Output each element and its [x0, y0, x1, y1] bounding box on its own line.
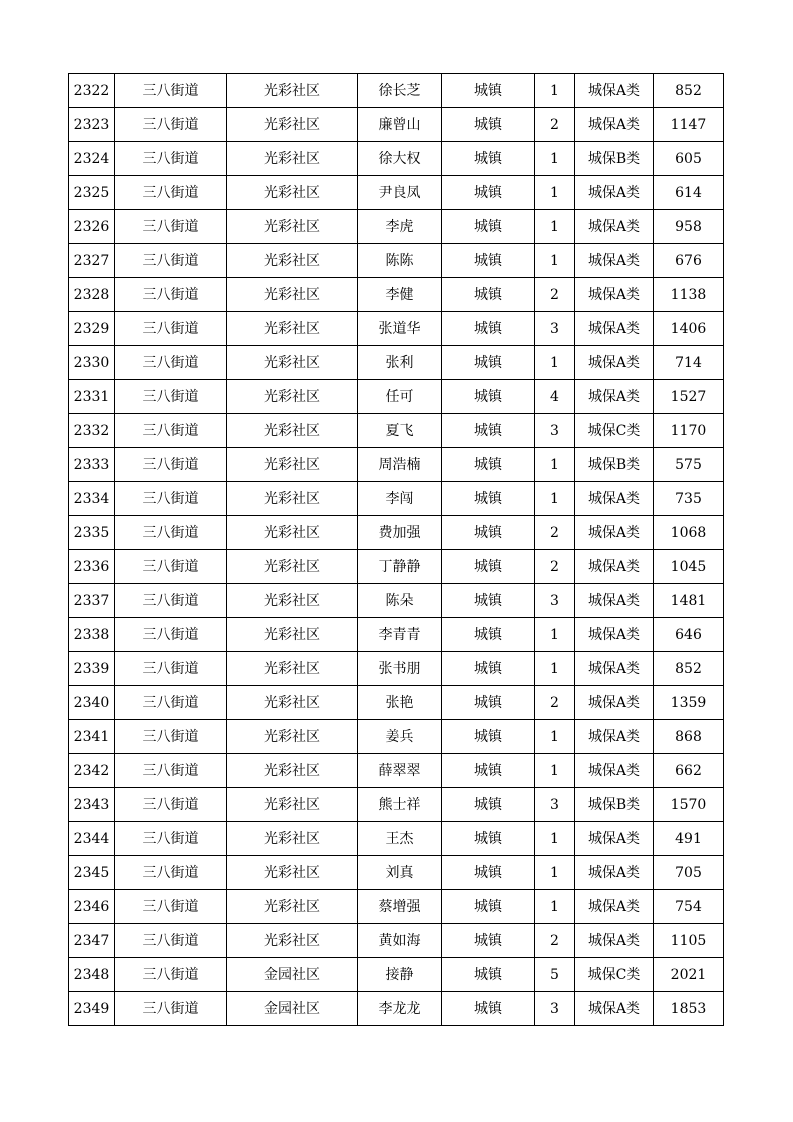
- row-number-cell: 2343: [69, 788, 115, 822]
- name-cell: 刘真: [358, 856, 442, 890]
- row-number-cell: 2349: [69, 992, 115, 1026]
- category-cell: 城保A类: [575, 992, 654, 1026]
- street-cell: 三八街道: [115, 278, 227, 312]
- street-cell: 三八街道: [115, 788, 227, 822]
- community-cell: 光彩社区: [227, 210, 358, 244]
- street-cell: 三八街道: [115, 244, 227, 278]
- community-cell: 光彩社区: [227, 754, 358, 788]
- row-number-cell: 2331: [69, 380, 115, 414]
- row-number-cell: 2322: [69, 74, 115, 108]
- category-cell: 城保A类: [575, 754, 654, 788]
- area-type-cell: 城镇: [442, 754, 535, 788]
- table-row: [69, 958, 724, 992]
- community-cell: 光彩社区: [227, 74, 358, 108]
- category-cell: 城保A类: [575, 482, 654, 516]
- area-type-cell: 城镇: [442, 108, 535, 142]
- row-number-cell: 2329: [69, 312, 115, 346]
- name-cell: 廉曾山: [358, 108, 442, 142]
- category-cell: 城保A类: [575, 890, 654, 924]
- household-size-cell: 3: [535, 312, 575, 346]
- amount-cell: 705: [654, 856, 724, 890]
- area-type-cell: 城镇: [442, 890, 535, 924]
- category-cell: 城保A类: [575, 720, 654, 754]
- community-cell: 光彩社区: [227, 380, 358, 414]
- table-row: [69, 210, 724, 244]
- table-row: [69, 924, 724, 958]
- name-cell: 薛翠翠: [358, 754, 442, 788]
- household-size-cell: 1: [535, 754, 575, 788]
- name-cell: 丁静静: [358, 550, 442, 584]
- amount-cell: 1481: [654, 584, 724, 618]
- table-row: [69, 890, 724, 924]
- table-row: [69, 244, 724, 278]
- row-number-cell: 2337: [69, 584, 115, 618]
- amount-cell: 754: [654, 890, 724, 924]
- table-row: [69, 142, 724, 176]
- table-row: [69, 686, 724, 720]
- area-type-cell: 城镇: [442, 584, 535, 618]
- name-cell: 李龙龙: [358, 992, 442, 1026]
- area-type-cell: 城镇: [442, 482, 535, 516]
- row-number-cell: 2348: [69, 958, 115, 992]
- row-number-cell: 2344: [69, 822, 115, 856]
- name-cell: 陈陈: [358, 244, 442, 278]
- community-cell: 光彩社区: [227, 618, 358, 652]
- amount-cell: 662: [654, 754, 724, 788]
- category-cell: 城保A类: [575, 380, 654, 414]
- category-cell: 城保A类: [575, 346, 654, 380]
- household-size-cell: 1: [535, 176, 575, 210]
- name-cell: 李闯: [358, 482, 442, 516]
- amount-cell: 1527: [654, 380, 724, 414]
- street-cell: 三八街道: [115, 380, 227, 414]
- row-number-cell: 2332: [69, 414, 115, 448]
- area-type-cell: 城镇: [442, 244, 535, 278]
- community-cell: 光彩社区: [227, 142, 358, 176]
- household-size-cell: 1: [535, 652, 575, 686]
- table-row: [69, 720, 724, 754]
- community-cell: 光彩社区: [227, 414, 358, 448]
- category-cell: 城保A类: [575, 74, 654, 108]
- row-number-cell: 2327: [69, 244, 115, 278]
- name-cell: 王杰: [358, 822, 442, 856]
- category-cell: 城保A类: [575, 618, 654, 652]
- name-cell: 李青青: [358, 618, 442, 652]
- household-size-cell: 1: [535, 856, 575, 890]
- area-type-cell: 城镇: [442, 618, 535, 652]
- name-cell: 张利: [358, 346, 442, 380]
- amount-cell: 1853: [654, 992, 724, 1026]
- table-row: [69, 278, 724, 312]
- category-cell: 城保B类: [575, 142, 654, 176]
- row-number-cell: 2328: [69, 278, 115, 312]
- category-cell: 城保A类: [575, 278, 654, 312]
- street-cell: 三八街道: [115, 550, 227, 584]
- name-cell: 张道华: [358, 312, 442, 346]
- street-cell: 三八街道: [115, 176, 227, 210]
- household-size-cell: 2: [535, 516, 575, 550]
- street-cell: 三八街道: [115, 890, 227, 924]
- area-type-cell: 城镇: [442, 686, 535, 720]
- household-size-cell: 5: [535, 958, 575, 992]
- area-type-cell: 城镇: [442, 278, 535, 312]
- table-row: [69, 482, 724, 516]
- household-size-cell: 1: [535, 890, 575, 924]
- name-cell: 李虎: [358, 210, 442, 244]
- category-cell: 城保A类: [575, 210, 654, 244]
- amount-cell: 852: [654, 652, 724, 686]
- row-number-cell: 2347: [69, 924, 115, 958]
- area-type-cell: 城镇: [442, 312, 535, 346]
- household-size-cell: 1: [535, 244, 575, 278]
- name-cell: 周浩楠: [358, 448, 442, 482]
- street-cell: 三八街道: [115, 142, 227, 176]
- table-row: [69, 856, 724, 890]
- category-cell: 城保A类: [575, 550, 654, 584]
- household-size-cell: 3: [535, 788, 575, 822]
- household-size-cell: 1: [535, 142, 575, 176]
- amount-cell: 852: [654, 74, 724, 108]
- community-cell: 光彩社区: [227, 890, 358, 924]
- category-cell: 城保A类: [575, 652, 654, 686]
- amount-cell: 1359: [654, 686, 724, 720]
- name-cell: 蔡增强: [358, 890, 442, 924]
- household-size-cell: 1: [535, 720, 575, 754]
- table-row: [69, 992, 724, 1026]
- category-cell: 城保B类: [575, 448, 654, 482]
- area-type-cell: 城镇: [442, 380, 535, 414]
- amount-cell: 735: [654, 482, 724, 516]
- table-row: [69, 788, 724, 822]
- row-number-cell: 2345: [69, 856, 115, 890]
- name-cell: 徐长芝: [358, 74, 442, 108]
- area-type-cell: 城镇: [442, 414, 535, 448]
- name-cell: 张书朋: [358, 652, 442, 686]
- category-cell: 城保A类: [575, 924, 654, 958]
- community-cell: 光彩社区: [227, 856, 358, 890]
- table-row: [69, 380, 724, 414]
- street-cell: 三八街道: [115, 108, 227, 142]
- row-number-cell: 2341: [69, 720, 115, 754]
- table-row: [69, 312, 724, 346]
- household-size-cell: 3: [535, 992, 575, 1026]
- table-row: [69, 176, 724, 210]
- community-cell: 光彩社区: [227, 822, 358, 856]
- household-size-cell: 2: [535, 108, 575, 142]
- amount-cell: 1570: [654, 788, 724, 822]
- community-cell: 光彩社区: [227, 346, 358, 380]
- household-size-cell: 1: [535, 210, 575, 244]
- category-cell: 城保A类: [575, 108, 654, 142]
- household-size-cell: 2: [535, 924, 575, 958]
- name-cell: 尹良凤: [358, 176, 442, 210]
- area-type-cell: 城镇: [442, 210, 535, 244]
- name-cell: 陈朵: [358, 584, 442, 618]
- amount-cell: 646: [654, 618, 724, 652]
- area-type-cell: 城镇: [442, 448, 535, 482]
- row-number-cell: 2334: [69, 482, 115, 516]
- street-cell: 三八街道: [115, 856, 227, 890]
- category-cell: 城保C类: [575, 958, 654, 992]
- category-cell: 城保B类: [575, 788, 654, 822]
- name-cell: 张艳: [358, 686, 442, 720]
- name-cell: 李健: [358, 278, 442, 312]
- community-cell: 光彩社区: [227, 550, 358, 584]
- amount-cell: 1147: [654, 108, 724, 142]
- name-cell: 接静: [358, 958, 442, 992]
- amount-cell: 605: [654, 142, 724, 176]
- amount-cell: 676: [654, 244, 724, 278]
- area-type-cell: 城镇: [442, 720, 535, 754]
- household-size-cell: 1: [535, 74, 575, 108]
- household-size-cell: 3: [535, 414, 575, 448]
- amount-cell: 1045: [654, 550, 724, 584]
- table-row: [69, 516, 724, 550]
- community-cell: 金园社区: [227, 958, 358, 992]
- street-cell: 三八街道: [115, 312, 227, 346]
- name-cell: 熊士祥: [358, 788, 442, 822]
- row-number-cell: 2333: [69, 448, 115, 482]
- row-number-cell: 2346: [69, 890, 115, 924]
- area-type-cell: 城镇: [442, 992, 535, 1026]
- name-cell: 姜兵: [358, 720, 442, 754]
- amount-cell: 958: [654, 210, 724, 244]
- row-number-cell: 2326: [69, 210, 115, 244]
- community-cell: 光彩社区: [227, 176, 358, 210]
- category-cell: 城保A类: [575, 686, 654, 720]
- household-size-cell: 1: [535, 346, 575, 380]
- street-cell: 三八街道: [115, 822, 227, 856]
- row-number-cell: 2342: [69, 754, 115, 788]
- community-cell: 光彩社区: [227, 788, 358, 822]
- table-row: [69, 108, 724, 142]
- category-cell: 城保C类: [575, 414, 654, 448]
- street-cell: 三八街道: [115, 720, 227, 754]
- street-cell: 三八街道: [115, 958, 227, 992]
- name-cell: 徐大权: [358, 142, 442, 176]
- street-cell: 三八街道: [115, 74, 227, 108]
- street-cell: 三八街道: [115, 686, 227, 720]
- table-row: [69, 584, 724, 618]
- area-type-cell: 城镇: [442, 176, 535, 210]
- street-cell: 三八街道: [115, 584, 227, 618]
- amount-cell: 491: [654, 822, 724, 856]
- community-cell: 光彩社区: [227, 448, 358, 482]
- household-size-cell: 1: [535, 822, 575, 856]
- household-size-cell: 1: [535, 618, 575, 652]
- row-number-cell: 2323: [69, 108, 115, 142]
- community-cell: 金园社区: [227, 992, 358, 1026]
- area-type-cell: 城镇: [442, 652, 535, 686]
- name-cell: 费加强: [358, 516, 442, 550]
- amount-cell: 1406: [654, 312, 724, 346]
- community-cell: 光彩社区: [227, 924, 358, 958]
- community-cell: 光彩社区: [227, 584, 358, 618]
- community-cell: 光彩社区: [227, 516, 358, 550]
- table-row: [69, 414, 724, 448]
- table-row: [69, 74, 724, 108]
- community-cell: 光彩社区: [227, 720, 358, 754]
- area-type-cell: 城镇: [442, 856, 535, 890]
- household-size-cell: 2: [535, 686, 575, 720]
- table-row: [69, 618, 724, 652]
- name-cell: 任可: [358, 380, 442, 414]
- row-number-cell: 2325: [69, 176, 115, 210]
- row-number-cell: 2340: [69, 686, 115, 720]
- street-cell: 三八街道: [115, 210, 227, 244]
- area-type-cell: 城镇: [442, 924, 535, 958]
- street-cell: 三八街道: [115, 448, 227, 482]
- area-type-cell: 城镇: [442, 142, 535, 176]
- area-type-cell: 城镇: [442, 958, 535, 992]
- community-cell: 光彩社区: [227, 108, 358, 142]
- amount-cell: 1138: [654, 278, 724, 312]
- row-number-cell: 2324: [69, 142, 115, 176]
- row-number-cell: 2336: [69, 550, 115, 584]
- table-row: [69, 822, 724, 856]
- amount-cell: 1068: [654, 516, 724, 550]
- street-cell: 三八街道: [115, 414, 227, 448]
- amount-cell: 1105: [654, 924, 724, 958]
- amount-cell: 868: [654, 720, 724, 754]
- street-cell: 三八街道: [115, 482, 227, 516]
- street-cell: 三八街道: [115, 652, 227, 686]
- street-cell: 三八街道: [115, 618, 227, 652]
- row-number-cell: 2338: [69, 618, 115, 652]
- community-cell: 光彩社区: [227, 278, 358, 312]
- community-cell: 光彩社区: [227, 686, 358, 720]
- name-cell: 夏飞: [358, 414, 442, 448]
- roster-table: [68, 73, 724, 1026]
- community-cell: 光彩社区: [227, 244, 358, 278]
- category-cell: 城保A类: [575, 176, 654, 210]
- street-cell: 三八街道: [115, 516, 227, 550]
- category-cell: 城保A类: [575, 312, 654, 346]
- area-type-cell: 城镇: [442, 788, 535, 822]
- category-cell: 城保A类: [575, 244, 654, 278]
- row-number-cell: 2335: [69, 516, 115, 550]
- community-cell: 光彩社区: [227, 482, 358, 516]
- roster-body: [69, 74, 724, 1026]
- category-cell: 城保A类: [575, 822, 654, 856]
- table-row: [69, 652, 724, 686]
- household-size-cell: 3: [535, 584, 575, 618]
- community-cell: 光彩社区: [227, 652, 358, 686]
- street-cell: 三八街道: [115, 924, 227, 958]
- amount-cell: 714: [654, 346, 724, 380]
- row-number-cell: 2339: [69, 652, 115, 686]
- household-size-cell: 1: [535, 448, 575, 482]
- household-size-cell: 2: [535, 278, 575, 312]
- name-cell: 黄如海: [358, 924, 442, 958]
- street-cell: 三八街道: [115, 992, 227, 1026]
- table-row: [69, 754, 724, 788]
- street-cell: 三八街道: [115, 754, 227, 788]
- amount-cell: 2021: [654, 958, 724, 992]
- amount-cell: 614: [654, 176, 724, 210]
- table-row: [69, 448, 724, 482]
- household-size-cell: 1: [535, 482, 575, 516]
- area-type-cell: 城镇: [442, 550, 535, 584]
- category-cell: 城保A类: [575, 856, 654, 890]
- area-type-cell: 城镇: [442, 346, 535, 380]
- row-number-cell: 2330: [69, 346, 115, 380]
- category-cell: 城保A类: [575, 584, 654, 618]
- amount-cell: 1170: [654, 414, 724, 448]
- community-cell: 光彩社区: [227, 312, 358, 346]
- table-row: [69, 550, 724, 584]
- category-cell: 城保A类: [575, 516, 654, 550]
- household-size-cell: 4: [535, 380, 575, 414]
- household-size-cell: 2: [535, 550, 575, 584]
- area-type-cell: 城镇: [442, 516, 535, 550]
- area-type-cell: 城镇: [442, 74, 535, 108]
- street-cell: 三八街道: [115, 346, 227, 380]
- area-type-cell: 城镇: [442, 822, 535, 856]
- amount-cell: 575: [654, 448, 724, 482]
- table-row: [69, 346, 724, 380]
